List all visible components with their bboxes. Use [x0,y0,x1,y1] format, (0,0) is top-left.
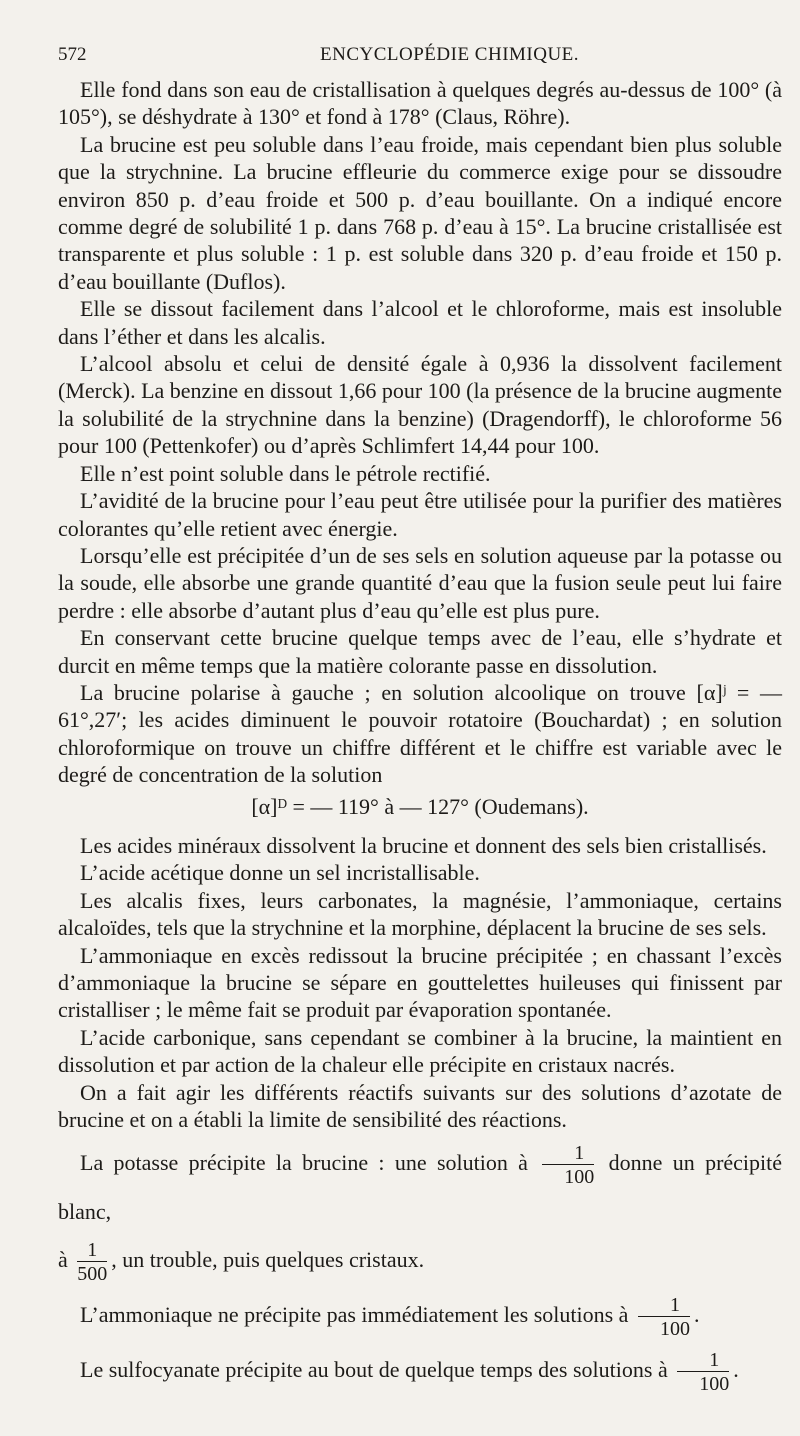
reaction-potasse-cont [58,1236,782,1285]
reaction-sulfocyanate: Le sulfocyanate précipite au bout de quelque temps des solutions à $\frac{1}{100}$ . [80,1349,739,1396]
paragraph: Elle fond dans son eau de cristallisation à quelques degrés au-dessus de 100° (à 105°), se déshydrate à 130° et fond à 178° (Claus, Röhre). [58,77,782,130]
reaction-text: L’ammoniaque ne précipite pas immédiatement les solutions à [80,1302,629,1328]
reaction-text: donne un précipité blanc, [58,1150,783,1225]
paragraph: Elle n’est point soluble dans le pétrole rectifié. [80,460,491,486]
fraction-numerator: 1 [709,1349,720,1372]
paragraph: La brucine est peu soluble dans l’eau froide, mais cependant bien plus soluble que la strychnine. La brucine effleurie du commerce exige pour se dissoudre environ 850 p. d’eau froide et 500 p. d’eau bouillante. On a indiqué encore comme degré de solubilité 1 p. dans 768 p. d’eau à 15°. La brucine cristallisée est transparente et plus soluble : 1 p. est soluble dans 320 p. d’eau froide et 150 p. d’eau bouillante (Duflos). [58,131,782,294]
fraction-denominator: 100 [542,1164,594,1188]
paragraph: Elle se dissout facilement dans l’alcool et le chloroforme, mais est insoluble dans l’éther et dans les alcalis. [58,296,782,349]
fraction-numerator: 1 [669,1294,680,1317]
paragraph: L’avidité de la brucine pour l’eau peut être utilisée pour la purifier des matières colorantes qu’elle retient avec énergie. [58,488,782,541]
paragraph: Lorsqu’elle est précipitée d’un de ses sels en solution aqueuse par la potasse ou la soude, elle absorbe une grande quantité d’eau que la fusion seule peut lui faire perdre : elle absorbe d’autant plus d’eau qu’elle est plus pure. [58,542,782,623]
reaction-text: , un trouble, puis quelques cristaux. [111,1247,425,1273]
running-title: ENCYCLOPÉDIE CHIMIQUE. [320,44,580,65]
paragraph: On a fait agir les différents réactifs suivants sur des solutions d’azotate de brucine et on a établi la limite de sensibilité des réactions. [58,1079,782,1133]
paragraph: Les acides minéraux dissolvent la brucine et donnent des sels bien cristallisés. [80,832,767,858]
fraction [638,1294,690,1340]
paragraph: En conservant cette brucine quelque temps avec de l’eau, elle s’hydrate et durcit en même temps que la matière colorante passe en dissolution. [58,625,782,678]
paragraph: L’acide acétique donne un sel incristallisable. [80,860,480,886]
paragraph: Les alcalis fixes, leurs carbonates, la magnésie, l’ammoniaque, certains alcaloïdes, tels que la strychnine et la morphine, déplacent la brucine de ses sels. [58,887,782,941]
paragraph: L’ammoniaque en excès redissout la brucine précipitée ; en chassant l’excès d’ammoniaque la brucine se sépare en gouttelettes huileuses qui finissent par cristalliser ; le même fait se produit par évaporation spontanée. [58,942,782,1023]
reaction-potasse [58,1139,782,1236]
page-body [58,76,782,1395]
reaction-text: La potasse précipite la brucine : une solution à [80,1150,528,1176]
page-number: 572 [58,44,87,65]
fraction-denominator: 100 [638,1316,690,1340]
reaction-ammoniaque: L’ammoniaque ne précipite pas immédiatement les solutions à $\frac{1}{100}$ . [80,1294,700,1341]
fraction [542,1142,594,1188]
page-header [58,44,778,72]
fraction [677,1349,729,1395]
fraction-numerator: 1 [574,1142,585,1165]
paragraph: L’alcool absolu et celui de densité égale à 0,936 la dissolvent facilement (Merck). La benzine en dissout 1,66 pour 100 (la présence de la brucine augmente la solubilité de la strychnine dans la benzine) (Dragendorff), le chloroforme 56 pour 100 (Pettenkofer) ou d’après Schlimfert 14,44 pour 100. [58,351,782,459]
rotation-formula: [α]ᴰ = — 119° à — 127° (Oudemans). [251,793,589,819]
fraction-denominator: 100 [677,1371,729,1395]
fraction-denominator: 500 [77,1263,108,1286]
paragraph: La brucine polarise à gauche ; en solution alcoolique on trouve [α]ʲ = — 61°,27′; les acides diminuent le pouvoir rotatoire (Bouchardat) ; en solution chloroformique on trouve un chiffre différent et le chiffre est variable avec le degré de concentration de la solution [58,679,782,788]
fraction [77,1239,107,1285]
fraction-numerator: 1 [87,1239,98,1262]
reaction-text: à [58,1247,68,1273]
reaction-text: Le sulfocyanate précipite au bout de quelque temps des solutions à [80,1357,668,1383]
paragraph: L’acide carbonique, sans cependant se combiner à la brucine, la maintient en dissolution et par action de la chaleur elle précipite en cristaux nacrés. [58,1024,782,1078]
